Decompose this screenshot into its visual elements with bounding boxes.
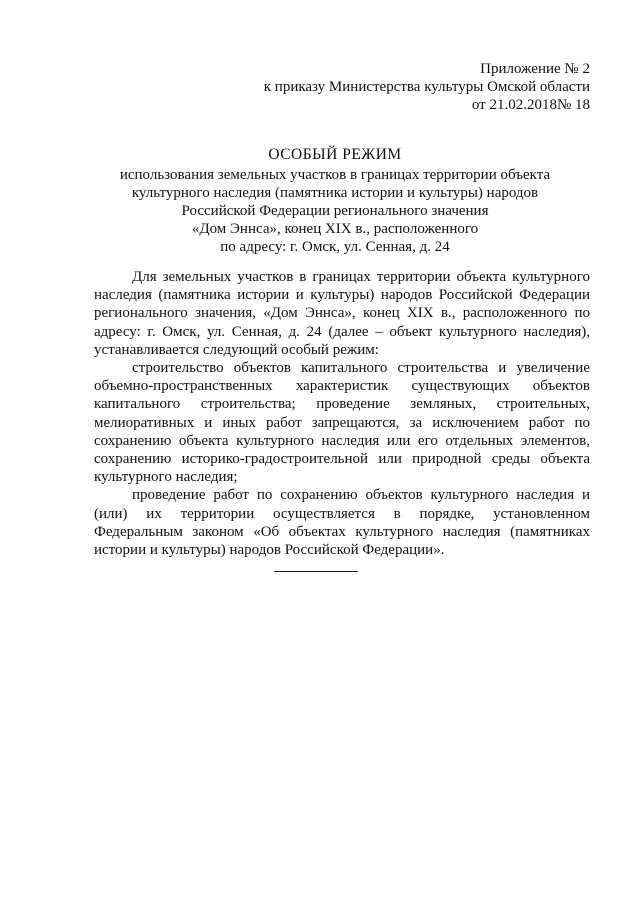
heading-line: Российской Федерации регионального значения [181,203,489,219]
number-prefix: № [556,97,572,113]
body-paragraph: строительство объектов капитального строительства и увеличение объемно-пространственных характеристик существующих объектов капитального строительства; проведение земляных, строительных, мелиоративных и иных работ запрещаются, за исключением работ по сохранению объекта культурного наследия или его отдельных элементов, сохранению историко-градостроительной или природной среды объекта культурного наследия; [94,360,590,486]
document-heading [100,146,570,256]
document-title: ОСОБЫЙ РЕЖИМ [268,146,402,163]
date-prefix: от [471,97,486,113]
handwritten-number: 18 [575,97,590,113]
appendix-header [264,60,590,114]
handwritten-date: 21.02.2018 [489,97,557,113]
heading-line: культурного наследия (памятника истории и культуры) народов [131,185,539,201]
end-separator-line [274,571,358,572]
body-paragraph: Для земельных участков в границах территории объекта культурного наследия (памятника истории и культуры) народов Российской Федерации регионального значения, «Дом Эннса», конец XIX в., расположенного по адресу: г. Омск, ул. Сенная, д. 24 (далее – объект культурного наследия), устанавливается следующий особый режим: [94,269,590,358]
appendix-date-line [264,96,590,114]
document-body [94,268,590,559]
appendix-order-reference: к приказу Министерства культуры Омской области [263,79,590,95]
body-paragraph: проведение работ по сохранению объектов культурного наследия и (или) их территории осуществляется в порядке, установленном Федеральным законом «Об объектах культурного наследия (памятниках истории и культуры) народов Российской Федерации». [94,487,590,559]
heading-line: по адресу: г. Омск, ул. Сенная, д. 24 [220,239,450,255]
heading-line: использования земельных участков в границах территории объекта [119,167,551,183]
heading-line: «Дом Эннса», конец XIX в., расположенного [191,221,479,237]
appendix-number: Приложение № 2 [480,61,590,77]
